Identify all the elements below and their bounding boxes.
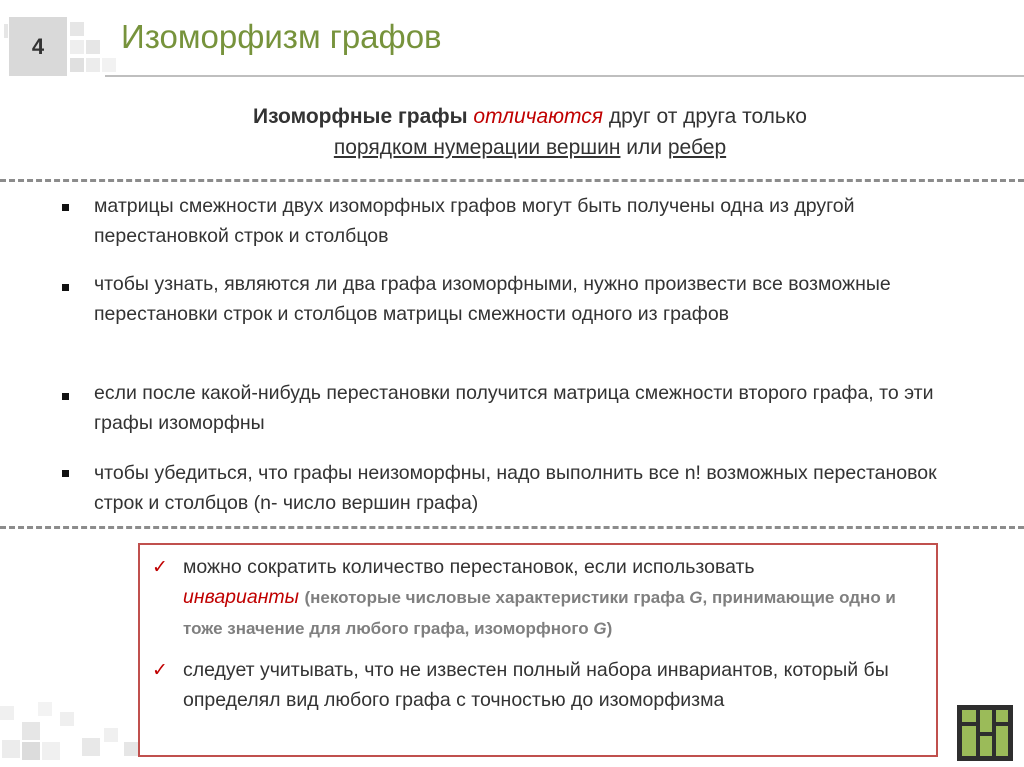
list-item: чтобы узнать, являются ли два графа изоморфными, нужно произвести все возможные перестановки строк и столбцов матрицы смежности одного из графов: [94, 273, 891, 325]
note-box: [138, 543, 938, 757]
subtitle-underlined-1: порядком нумерации вершин: [333, 136, 621, 159]
square-bullet-icon: [62, 204, 69, 211]
dashed-divider-top: [0, 179, 1024, 182]
note-text: можно сократить количество перестановок, если использовать: [183, 556, 755, 578]
note-definition: (некоторые числовые характеристики графа G, принимающие одно и тоже значение для любого графа, изоморфного G): [183, 588, 896, 638]
logo-icon: [957, 705, 1013, 761]
subtitle-text-or: или: [626, 136, 663, 159]
note-keyword: инварианты: [183, 586, 300, 608]
square-bullet-icon: [62, 393, 69, 400]
list-item: чтобы убедиться, что графы неизоморфны, надо выполнить все n! возможных перестановок строк и столбцов (n- число вершин графа): [94, 462, 937, 514]
subtitle-emphasis: отличаются: [473, 105, 603, 128]
subtitle-term: Изоморфные графы: [253, 105, 468, 128]
note-item-2: следует учитывать, что не известен полный набора инвариантов, который бы определял вид любого графа с точностью до изоморфизма: [183, 659, 889, 711]
square-bullet-icon: [62, 470, 69, 477]
square-bullet-icon: [62, 284, 69, 291]
checkmark-icon: ✓: [152, 557, 168, 578]
dashed-divider-bottom: [0, 526, 1024, 529]
note-item-1: [183, 552, 928, 644]
subtitle-underlined-2: ребер: [667, 136, 727, 159]
list-item: матрицы смежности двух изоморфных графов могут быть получены одна из другой перестановкой строк и столбцов: [94, 195, 855, 247]
list-item: если после какой-нибудь перестановки получится матрица смежности второго графа, то эти графы изоморфны: [94, 382, 934, 434]
subtitle-text: друг от друга только: [608, 105, 807, 128]
slide-title: Изоморфизм графов: [121, 18, 442, 55]
subtitle: [120, 101, 940, 163]
slide-number: 4: [9, 17, 67, 76]
checkmark-icon: ✓: [152, 660, 168, 681]
title-divider: [105, 75, 1024, 77]
